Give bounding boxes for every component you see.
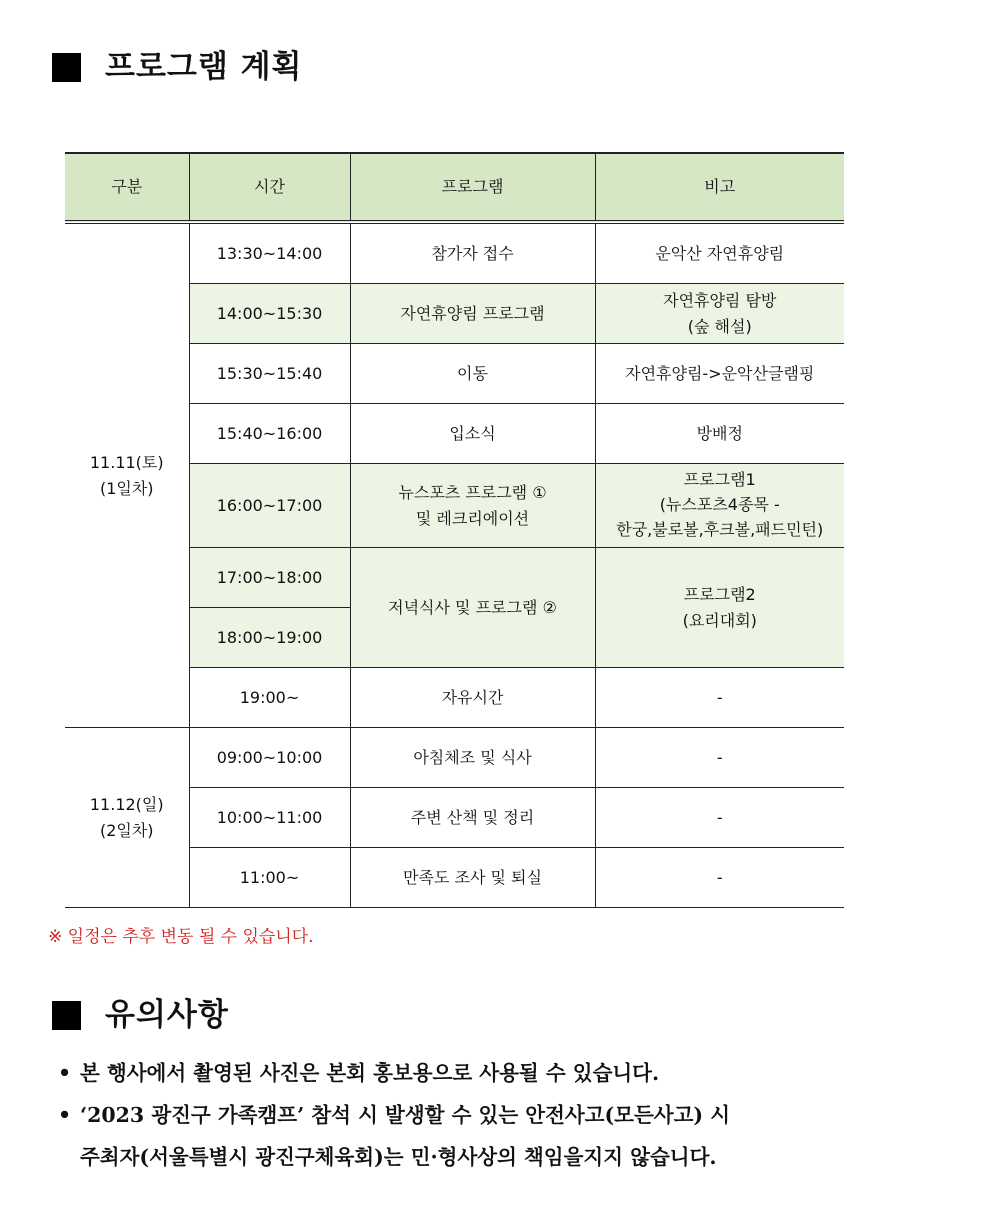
time-cell: 13:30~14:00: [189, 222, 350, 284]
section-title-program: [52, 49, 303, 85]
program-cell-merged: 저녁식사 및 프로그램 ②: [350, 548, 595, 668]
program-cell: 이동: [350, 344, 595, 404]
time-cell: 17:00~18:00: [189, 548, 350, 608]
notice-list: [58, 1052, 938, 1178]
note-line: 자연휴양림 탐방: [663, 290, 777, 310]
time-cell: 11:00~: [189, 848, 350, 908]
note-cell: [595, 464, 844, 548]
notice-text: ‘2023 광진구 가족캠프’ 참석 시 발생할 수 있는 안전사고(모든사고) 시: [80, 1103, 731, 1127]
note-cell: -: [595, 668, 844, 728]
program-cell: 입소식: [350, 404, 595, 464]
section-title-notice: [52, 997, 229, 1033]
black-square-icon: [52, 1001, 81, 1030]
time-cell: 10:00~11:00: [189, 788, 350, 848]
day2-date: 11.12(일): [89, 794, 164, 814]
time-cell: 19:00~: [189, 668, 350, 728]
program-cell: 자유시간: [350, 668, 595, 728]
day2-sub: (2일차): [99, 820, 154, 840]
header-time: 시간: [189, 153, 350, 222]
header-program: 프로그램: [350, 153, 595, 222]
program-cell: 자연휴양림 프로그램: [350, 284, 595, 344]
list-item: [58, 1052, 938, 1094]
program-line: 뉴스포츠 프로그램 ①: [398, 482, 547, 502]
note-line: 프로그램2: [683, 584, 756, 604]
note-line: 프로그램1: [683, 470, 756, 490]
notice-text: 주최자(서울특별시 광진구체육회)는 민·형사상의 책임을지지 않습니다.: [80, 1145, 717, 1169]
time-cell: 14:00~15:30: [189, 284, 350, 344]
time-cell: 15:40~16:00: [189, 404, 350, 464]
note-line: (뉴스포츠4종목 -: [659, 495, 780, 515]
time-cell: 15:30~15:40: [189, 344, 350, 404]
program-cell: 주변 산책 및 정리: [350, 788, 595, 848]
table-row: [65, 728, 844, 788]
black-square-icon: [52, 53, 81, 82]
program-cell: [350, 464, 595, 548]
section-title-program-text: 프로그램 계획: [105, 49, 303, 85]
note-cell: 운악산 자연휴양림: [595, 222, 844, 284]
day1-label-cell: [65, 222, 189, 728]
day1-sub: (1일차): [99, 478, 154, 498]
note-cell: 자연휴양림->운악산글램핑: [595, 344, 844, 404]
note-line: (요리대회): [682, 610, 757, 630]
schedule-change-note: ※ 일정은 추후 변동 될 수 있습니다.: [48, 927, 314, 947]
note-line: 한궁,불로볼,후크볼,패드민턴): [616, 519, 824, 539]
program-cell: 아침체조 및 식사: [350, 728, 595, 788]
table-header-row: [65, 153, 844, 222]
note-cell: -: [595, 728, 844, 788]
table-row: [65, 222, 844, 284]
notice-text: 본 행사에서 촬영된 사진은 본회 홍보용으로 사용될 수 있습니다.: [80, 1061, 660, 1085]
day2-label-cell: [65, 728, 189, 908]
header-note: 비고: [595, 153, 844, 222]
header-category: 구분: [65, 153, 189, 222]
time-cell: 09:00~10:00: [189, 728, 350, 788]
bullet-icon: •: [58, 1103, 72, 1127]
note-cell: [595, 284, 844, 344]
note-cell-merged: [595, 548, 844, 668]
program-cell: 참가자 접수: [350, 222, 595, 284]
section-title-notice-text: 유의사항: [105, 997, 229, 1033]
program-line: 및 레크리에이션: [415, 508, 530, 528]
note-cell: 방배정: [595, 404, 844, 464]
program-cell: 만족도 조사 및 퇴실: [350, 848, 595, 908]
note-cell: -: [595, 788, 844, 848]
list-item: [58, 1094, 938, 1178]
note-line: (숲 해설): [687, 316, 752, 336]
day1-date: 11.11(토): [89, 452, 164, 472]
time-cell: 18:00~19:00: [189, 608, 350, 668]
note-cell: -: [595, 848, 844, 908]
time-cell: 16:00~17:00: [189, 464, 350, 548]
bullet-icon: •: [58, 1061, 72, 1085]
program-schedule-table: [65, 152, 844, 908]
